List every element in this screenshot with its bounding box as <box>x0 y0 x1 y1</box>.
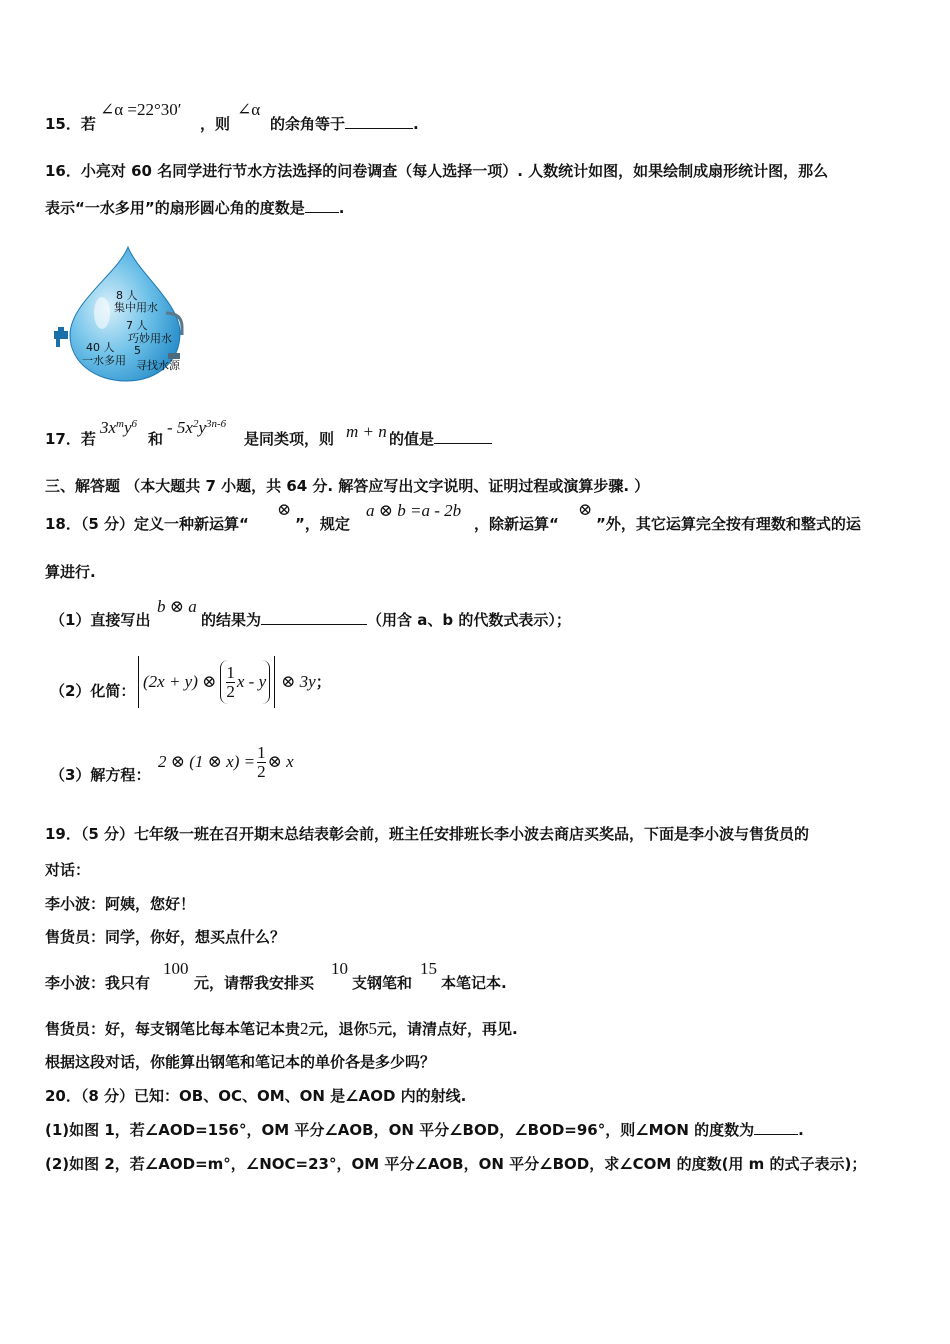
q18-part2-label: （2）化简： <box>50 682 136 700</box>
q20-line2: (1)如图 1，若∠AOD=156°，OM 平分∠AOB，ON 平分∠BOD，∠BOD=96°，则∠MON 的度数为 . <box>45 1121 804 1139</box>
q19-line4: 售货员：同学，你好，想买点什么？ <box>45 928 286 946</box>
q18-part1-tail: 的结果为 （用含 a、b 的代数式表示）； <box>201 611 571 629</box>
q15-line: 15．若 <box>45 115 96 133</box>
q18-line1a: 18．（5 分）定义一种新运算“ <box>45 515 249 533</box>
answer-blank[interactable] <box>754 1120 798 1135</box>
q18-part3-expr: 2 ⊗ (1 ⊗ x) = $\frac{1}{2}$ ⊗ x <box>158 742 294 781</box>
q18-otimes-1: ⊗ <box>277 500 292 519</box>
label-7-people: 7 人 <box>126 319 148 332</box>
q19-line7: 根据这段对话，你能算出钢笔和笔记本的单价各是多少吗？ <box>45 1053 436 1071</box>
answer-blank[interactable] <box>345 114 413 129</box>
q18-rule: a ⊗ b =a - 2b <box>366 501 462 520</box>
q17-term2: - $5x^2y^{3n-6}$ <box>167 418 227 437</box>
q18-otimes-2: ⊗ <box>578 500 593 519</box>
label-centralized-water: 集中用水 <box>114 301 158 314</box>
q15-alpha: ∠α <box>237 100 261 119</box>
q15-rest: ，则 <box>200 115 231 133</box>
answer-blank[interactable] <box>261 610 367 625</box>
q19-line3: 李小波：阿姨，您好！ <box>45 895 196 913</box>
q19-n100: 100 <box>163 959 189 978</box>
answer-blank[interactable] <box>434 429 492 444</box>
section-heading: 三、解答题 （本大题共 7 小题，共 64 分. 解答应写出文字说明、证明过程或演算步骤. ） <box>45 477 650 495</box>
q17-number: 17．若 <box>45 430 96 448</box>
q17-mn: m + n <box>346 422 387 441</box>
q20-line1: 20．（8 分）已知：OB、OC、OM、ON 是∠AOD 内的射线. <box>45 1087 467 1105</box>
q18-line1b: ”，规定 <box>295 515 350 533</box>
label-clever-water: 巧妙用水 <box>128 332 172 345</box>
q19-line5d: 本笔记本. <box>441 974 507 992</box>
q19-line6: 售货员：好，每支钢笔比每本笔记本贵2元，退你5元，请清点好，再见. <box>45 1019 518 1038</box>
q20-line3: (2)如图 2，若∠AOD=m°，∠NOC=23°，OM 平分∠AOB，ON 平分∠BOD，求∠COM 的度数(用 m 的式子表示)； <box>45 1155 867 1173</box>
fraction-half: $\frac{1}{2}$ <box>257 742 266 781</box>
q19-line5a: 李小波：我只有 <box>45 974 151 992</box>
label-find-source: 寻找水源 <box>136 359 180 372</box>
q16-line2: 表示“一水多用”的扇形圆心角的度数是 . <box>45 199 345 217</box>
q18-part1-expr: b ⊗ a <box>157 597 197 616</box>
q15-number: 15． <box>45 115 81 133</box>
q17-term1: $3x^my^6$ <box>100 418 138 437</box>
label-40-people: 40 人 <box>86 341 115 354</box>
q16-line1: 16．小亮对 60 名同学进行节水方法选择的问卷调查（每人选择一项）. 人数统计如图，如果绘制成扇形统计图，那么 <box>45 162 829 180</box>
fraction-half: $\frac{1}{2}$ <box>226 662 235 701</box>
q19-line5c: 支钢笔和 <box>352 974 413 992</box>
q18-line2: 算进行. <box>45 563 96 581</box>
answer-blank[interactable] <box>305 198 339 213</box>
q18-line1c: ，除新运算“ <box>474 515 559 533</box>
q19-line1: 19．（5 分）七年级一班在召开期末总结表彰会前，班主任安排班长李小波去商店买奖品，下面是李小波与售货员的 <box>45 825 810 843</box>
q19-line5b: 元，请帮我安排买 <box>194 974 315 992</box>
label-8-people: 8 人 <box>116 289 138 302</box>
q18-part3-label: （3）解方程： <box>50 766 151 784</box>
q19-n10: 10 <box>331 959 348 978</box>
q18-part2-expr: (2x + y) ⊗ $\frac{1}{2}$ x - y ⊗ 3y ； <box>138 656 331 708</box>
q19-line2: 对话： <box>45 861 91 879</box>
q19-n15: 15 <box>420 959 437 978</box>
q17-mid: 是同类项，则 <box>244 430 335 448</box>
paren: $\frac{1}{2}$ x - y <box>220 660 270 704</box>
water-drop-figure <box>48 243 193 383</box>
faucet-icon <box>54 327 68 347</box>
label-5: 5 <box>134 344 141 357</box>
q17-and: 和 <box>148 430 164 448</box>
q15-tail: 的余角等于 . <box>270 115 419 133</box>
q15-expr-alpha: ∠α =22°30′ <box>100 100 182 119</box>
q18-line1d: ”外，其它运算完全按有理数和整式的运 <box>596 515 861 533</box>
label-multi-use: 一水多用 <box>82 354 126 367</box>
q18-part1: （1）直接写出 <box>50 611 151 629</box>
outer-bracket: (2x + y) ⊗ $\frac{1}{2}$ x - y <box>138 656 275 708</box>
q17-tail: 的值是 <box>389 429 492 449</box>
